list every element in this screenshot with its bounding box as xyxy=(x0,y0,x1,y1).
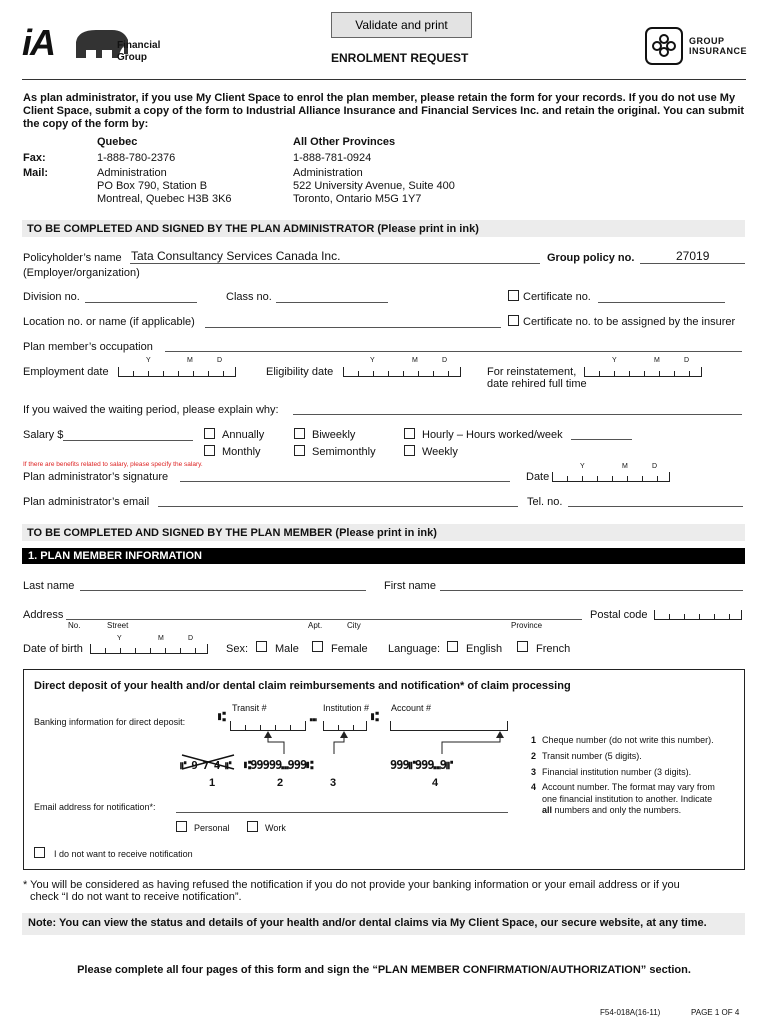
monthly-checkbox[interactable] xyxy=(204,445,215,456)
complete-instruction: Please complete all four pages of this form and sign the “PLAN MEMBER CONFIRMATION/AUTHORIZATION” section. xyxy=(77,964,691,976)
employment-date-field[interactable] xyxy=(118,367,236,377)
male-checkbox[interactable] xyxy=(256,641,267,652)
female-checkbox[interactable] xyxy=(312,641,323,652)
semimonthly-label: Semimonthly xyxy=(312,446,376,458)
m-mark: M xyxy=(654,357,660,364)
salary-label: Salary $ xyxy=(23,429,64,441)
d-mark: D xyxy=(442,357,448,364)
d-mark: D xyxy=(652,463,658,470)
d-mark: D xyxy=(188,635,194,642)
weekly-label: Weekly xyxy=(422,446,458,458)
waived-line[interactable] xyxy=(293,414,742,415)
certificate-checkbox[interactable] xyxy=(508,290,519,301)
institution-label: Institution # xyxy=(323,703,370,713)
hours-line[interactable] xyxy=(571,439,632,440)
legend-num-2: 2 xyxy=(531,751,537,761)
legend-text-4a: Account number. The format may vary from xyxy=(542,782,715,792)
m-mark: M xyxy=(412,357,418,364)
address-line[interactable] xyxy=(66,619,582,620)
personal-checkbox[interactable] xyxy=(176,821,187,832)
legend-num-1: 1 xyxy=(531,735,537,745)
y-mark: Y xyxy=(370,357,375,364)
legend-text-2: Transit number (5 digits). xyxy=(542,751,642,761)
notif-email-line[interactable] xyxy=(176,812,508,813)
sex-label: Sex: xyxy=(226,643,249,655)
logo-sub1: Financial xyxy=(117,40,161,51)
logo-text: iA xyxy=(22,22,54,63)
legend-num-3: 3 xyxy=(531,767,537,777)
address-city: City xyxy=(347,621,361,630)
admin-email-label: Plan administrator’s email xyxy=(23,496,150,508)
group-insurance-icon xyxy=(645,27,683,65)
reinstatement-label2: date rehired full time xyxy=(487,378,587,390)
quebec-heading: Quebec xyxy=(97,136,138,148)
num-3: 3 xyxy=(330,777,337,789)
eligibility-date-field[interactable] xyxy=(343,367,461,377)
last-name-line[interactable] xyxy=(80,590,366,591)
policyholder-value[interactable]: Tata Consultancy Services Canada Inc. xyxy=(131,249,341,263)
institution-marker-icon: ⑆ xyxy=(371,709,379,724)
validate-print-button[interactable]: Validate and print xyxy=(331,12,472,38)
page-number: PAGE 1 OF 4 xyxy=(691,1008,740,1017)
language-label: Language: xyxy=(388,643,440,655)
cross-out-icon xyxy=(180,753,236,771)
no-notification-checkbox[interactable] xyxy=(34,847,45,858)
d-mark: D xyxy=(684,357,690,364)
num-4: 4 xyxy=(432,777,439,789)
quebec-mail2: PO Box 790, Station B xyxy=(97,180,208,192)
salary-line[interactable] xyxy=(63,440,193,441)
num-1: 1 xyxy=(209,777,216,789)
work-checkbox[interactable] xyxy=(247,821,258,832)
policyholder-label: Policyholder’s name xyxy=(23,252,122,264)
m-mark: M xyxy=(622,463,628,470)
notif-email-label: Email address for notification*: xyxy=(34,802,156,812)
transit-label: Transit # xyxy=(232,703,267,713)
policy-no-value[interactable]: 27019 xyxy=(676,249,710,263)
tel-label: Tel. no. xyxy=(527,496,563,508)
admin-date-label: Date xyxy=(526,471,550,483)
policy-no-label: Group policy no. xyxy=(547,252,635,264)
member-info-heading: 1. PLAN MEMBER INFORMATION xyxy=(22,548,745,564)
header-divider xyxy=(22,79,746,80)
weekly-checkbox[interactable] xyxy=(404,445,415,456)
others-fax: 1-888-781-0924 xyxy=(293,152,372,164)
address-street: Street xyxy=(107,621,129,630)
class-line[interactable] xyxy=(276,302,388,303)
m-mark: M xyxy=(187,357,193,364)
certificate-line[interactable] xyxy=(598,302,725,303)
others-mail2: 522 University Avenue, Suite 400 xyxy=(293,180,455,192)
salary-note: If there are benefits related to salary, please specify the salary. xyxy=(23,461,203,468)
legend-text-3: Financial institution number (3 digits). xyxy=(542,767,692,777)
mail-label: Mail: xyxy=(23,167,49,179)
legend-all: all xyxy=(542,805,553,815)
class-label: Class no. xyxy=(226,291,272,303)
others-mail3: Toronto, Ontario M5G 1Y7 xyxy=(293,193,422,205)
quebec-mail1: Administration xyxy=(97,167,167,179)
note-bar: Note: You can view the status and details of your health and/or dental claims via My Client Space, our secure website, at any time. xyxy=(22,913,745,935)
admin-bar: TO BE COMPLETED AND SIGNED BY THE PLAN ADMINISTRATOR (Please print in ink) xyxy=(22,220,745,237)
signature-line[interactable] xyxy=(180,481,510,482)
employment-date-label: Employment date xyxy=(23,366,109,378)
female-label: Female xyxy=(331,643,368,655)
postal-label: Postal code xyxy=(590,609,648,621)
quebec-mail3: Montreal, Quebec H3B 3K6 xyxy=(97,193,232,205)
logo-sub2: Group xyxy=(117,52,147,63)
micr-account: 999⑈999⑉9⑈ xyxy=(390,758,453,772)
y-mark: Y xyxy=(117,635,122,642)
first-name-label: First name xyxy=(384,580,436,592)
location-label: Location no. or name (if applicable) xyxy=(23,316,195,328)
male-label: Male xyxy=(275,643,299,655)
waived-label: If you waived the waiting period, please explain why: xyxy=(23,404,279,416)
others-heading: All Other Provinces xyxy=(293,136,396,148)
last-name-label: Last name xyxy=(23,580,75,592)
micr-cheque: ⑈ 9 7 4 ⑈ xyxy=(180,759,231,772)
fax-label: Fax: xyxy=(23,152,46,164)
reinstatement-date-field[interactable] xyxy=(584,367,702,377)
eligibility-date-label: Eligibility date xyxy=(266,366,334,378)
form-number: F54-018A(16-11) xyxy=(600,1008,661,1017)
annually-label: Annually xyxy=(222,429,265,441)
reinstatement-label1: For reinstatement, xyxy=(487,366,577,378)
biweekly-checkbox[interactable] xyxy=(294,428,305,439)
admin-email-line[interactable] xyxy=(158,506,518,507)
first-name-line[interactable] xyxy=(440,590,743,591)
legend-text-4c xyxy=(542,805,681,815)
legend-text-4b: one financial institution to another. Indicate xyxy=(542,794,713,804)
y-mark: Y xyxy=(580,463,585,470)
micr-transit: ⑆99999⑉999⑆ xyxy=(244,758,313,772)
address-province: Province xyxy=(511,621,543,630)
form-title: ENROLMENT REQUEST xyxy=(331,51,469,65)
admin-date-field[interactable] xyxy=(552,472,670,482)
division-label: Division no. xyxy=(23,291,80,303)
y-mark: Y xyxy=(146,357,151,364)
tel-line[interactable] xyxy=(568,506,743,507)
legend-num-4: 4 xyxy=(531,782,537,792)
occupation-line[interactable] xyxy=(165,351,742,352)
ia-logo xyxy=(22,22,172,66)
location-line[interactable] xyxy=(205,327,501,328)
cert-assign-label: Certificate no. to be assigned by the insurer xyxy=(523,316,736,328)
legend-text-4c-rest: numbers and only the numbers. xyxy=(554,805,682,815)
certificate-label: Certificate no. xyxy=(523,291,591,303)
address-label: Address xyxy=(23,609,64,621)
y-mark: Y xyxy=(612,357,617,364)
policyholder-sub: (Employer/organization) xyxy=(23,267,140,279)
signature-label: Plan administrator’s signature xyxy=(23,471,169,483)
insurance-label: INSURANCE xyxy=(689,46,748,56)
monthly-label: Monthly xyxy=(222,446,261,458)
address-apt: Apt. xyxy=(308,621,323,630)
footnote-line2: check “I do not want to receive notification”. xyxy=(30,891,242,903)
division-line[interactable] xyxy=(85,302,197,303)
intro-text: As plan administrator, if you use My Client Space to enrol the plan member, please retain the form for your records. If you do not use My Client Space, submit a copy of the form to Industrial Alliance Insurance and Financial Services Inc. and retain the original. You can submit the copy of the form by: xyxy=(23,92,745,130)
no-notification-label: I do not want to receive notification xyxy=(54,849,193,859)
policy-no-line xyxy=(640,263,745,264)
quebec-fax: 1-888-780-2376 xyxy=(97,152,176,164)
french-checkbox[interactable] xyxy=(517,641,528,652)
hourly-checkbox[interactable] xyxy=(404,428,415,439)
hourly-label: Hourly – Hours worked/week xyxy=(422,429,563,441)
num-2: 2 xyxy=(277,777,284,789)
dob-field[interactable] xyxy=(90,644,208,654)
biweekly-label: Biweekly xyxy=(312,429,356,441)
postal-code-field[interactable] xyxy=(654,610,742,620)
m-mark: M xyxy=(158,635,164,642)
policyholder-line xyxy=(130,263,540,264)
transit-marker-icon: ⑆ xyxy=(218,709,226,724)
semimonthly-checkbox[interactable] xyxy=(294,445,305,456)
cert-assign-checkbox[interactable] xyxy=(508,315,519,326)
dash-marker-icon: ⑉ xyxy=(310,712,317,724)
banking-label: Banking information for direct deposit: xyxy=(34,717,186,727)
french-label: French xyxy=(536,643,571,655)
others-mail1: Administration xyxy=(293,167,363,179)
account-label: Account # xyxy=(391,703,432,713)
footnote-line1: * You will be considered as having refused the notification if you do not provide your banking information or your email address or if you xyxy=(23,879,680,891)
dob-label: Date of birth xyxy=(23,643,83,655)
deposit-title: Direct deposit of your health and/or dental claim reimbursements and notification* of claim processing xyxy=(34,680,571,692)
member-bar: TO BE COMPLETED AND SIGNED BY THE PLAN MEMBER (Please print in ink) xyxy=(22,524,745,541)
annually-checkbox[interactable] xyxy=(204,428,215,439)
work-label: Work xyxy=(265,823,286,833)
group-label: GROUP xyxy=(689,36,725,46)
personal-label: Personal xyxy=(194,823,230,833)
d-mark: D xyxy=(217,357,223,364)
english-label: English xyxy=(466,643,503,655)
english-checkbox[interactable] xyxy=(447,641,458,652)
occupation-label: Plan member’s occupation xyxy=(23,341,153,353)
address-no: No. xyxy=(68,621,81,630)
legend-text-1: Cheque number (do not write this number). xyxy=(542,735,714,745)
